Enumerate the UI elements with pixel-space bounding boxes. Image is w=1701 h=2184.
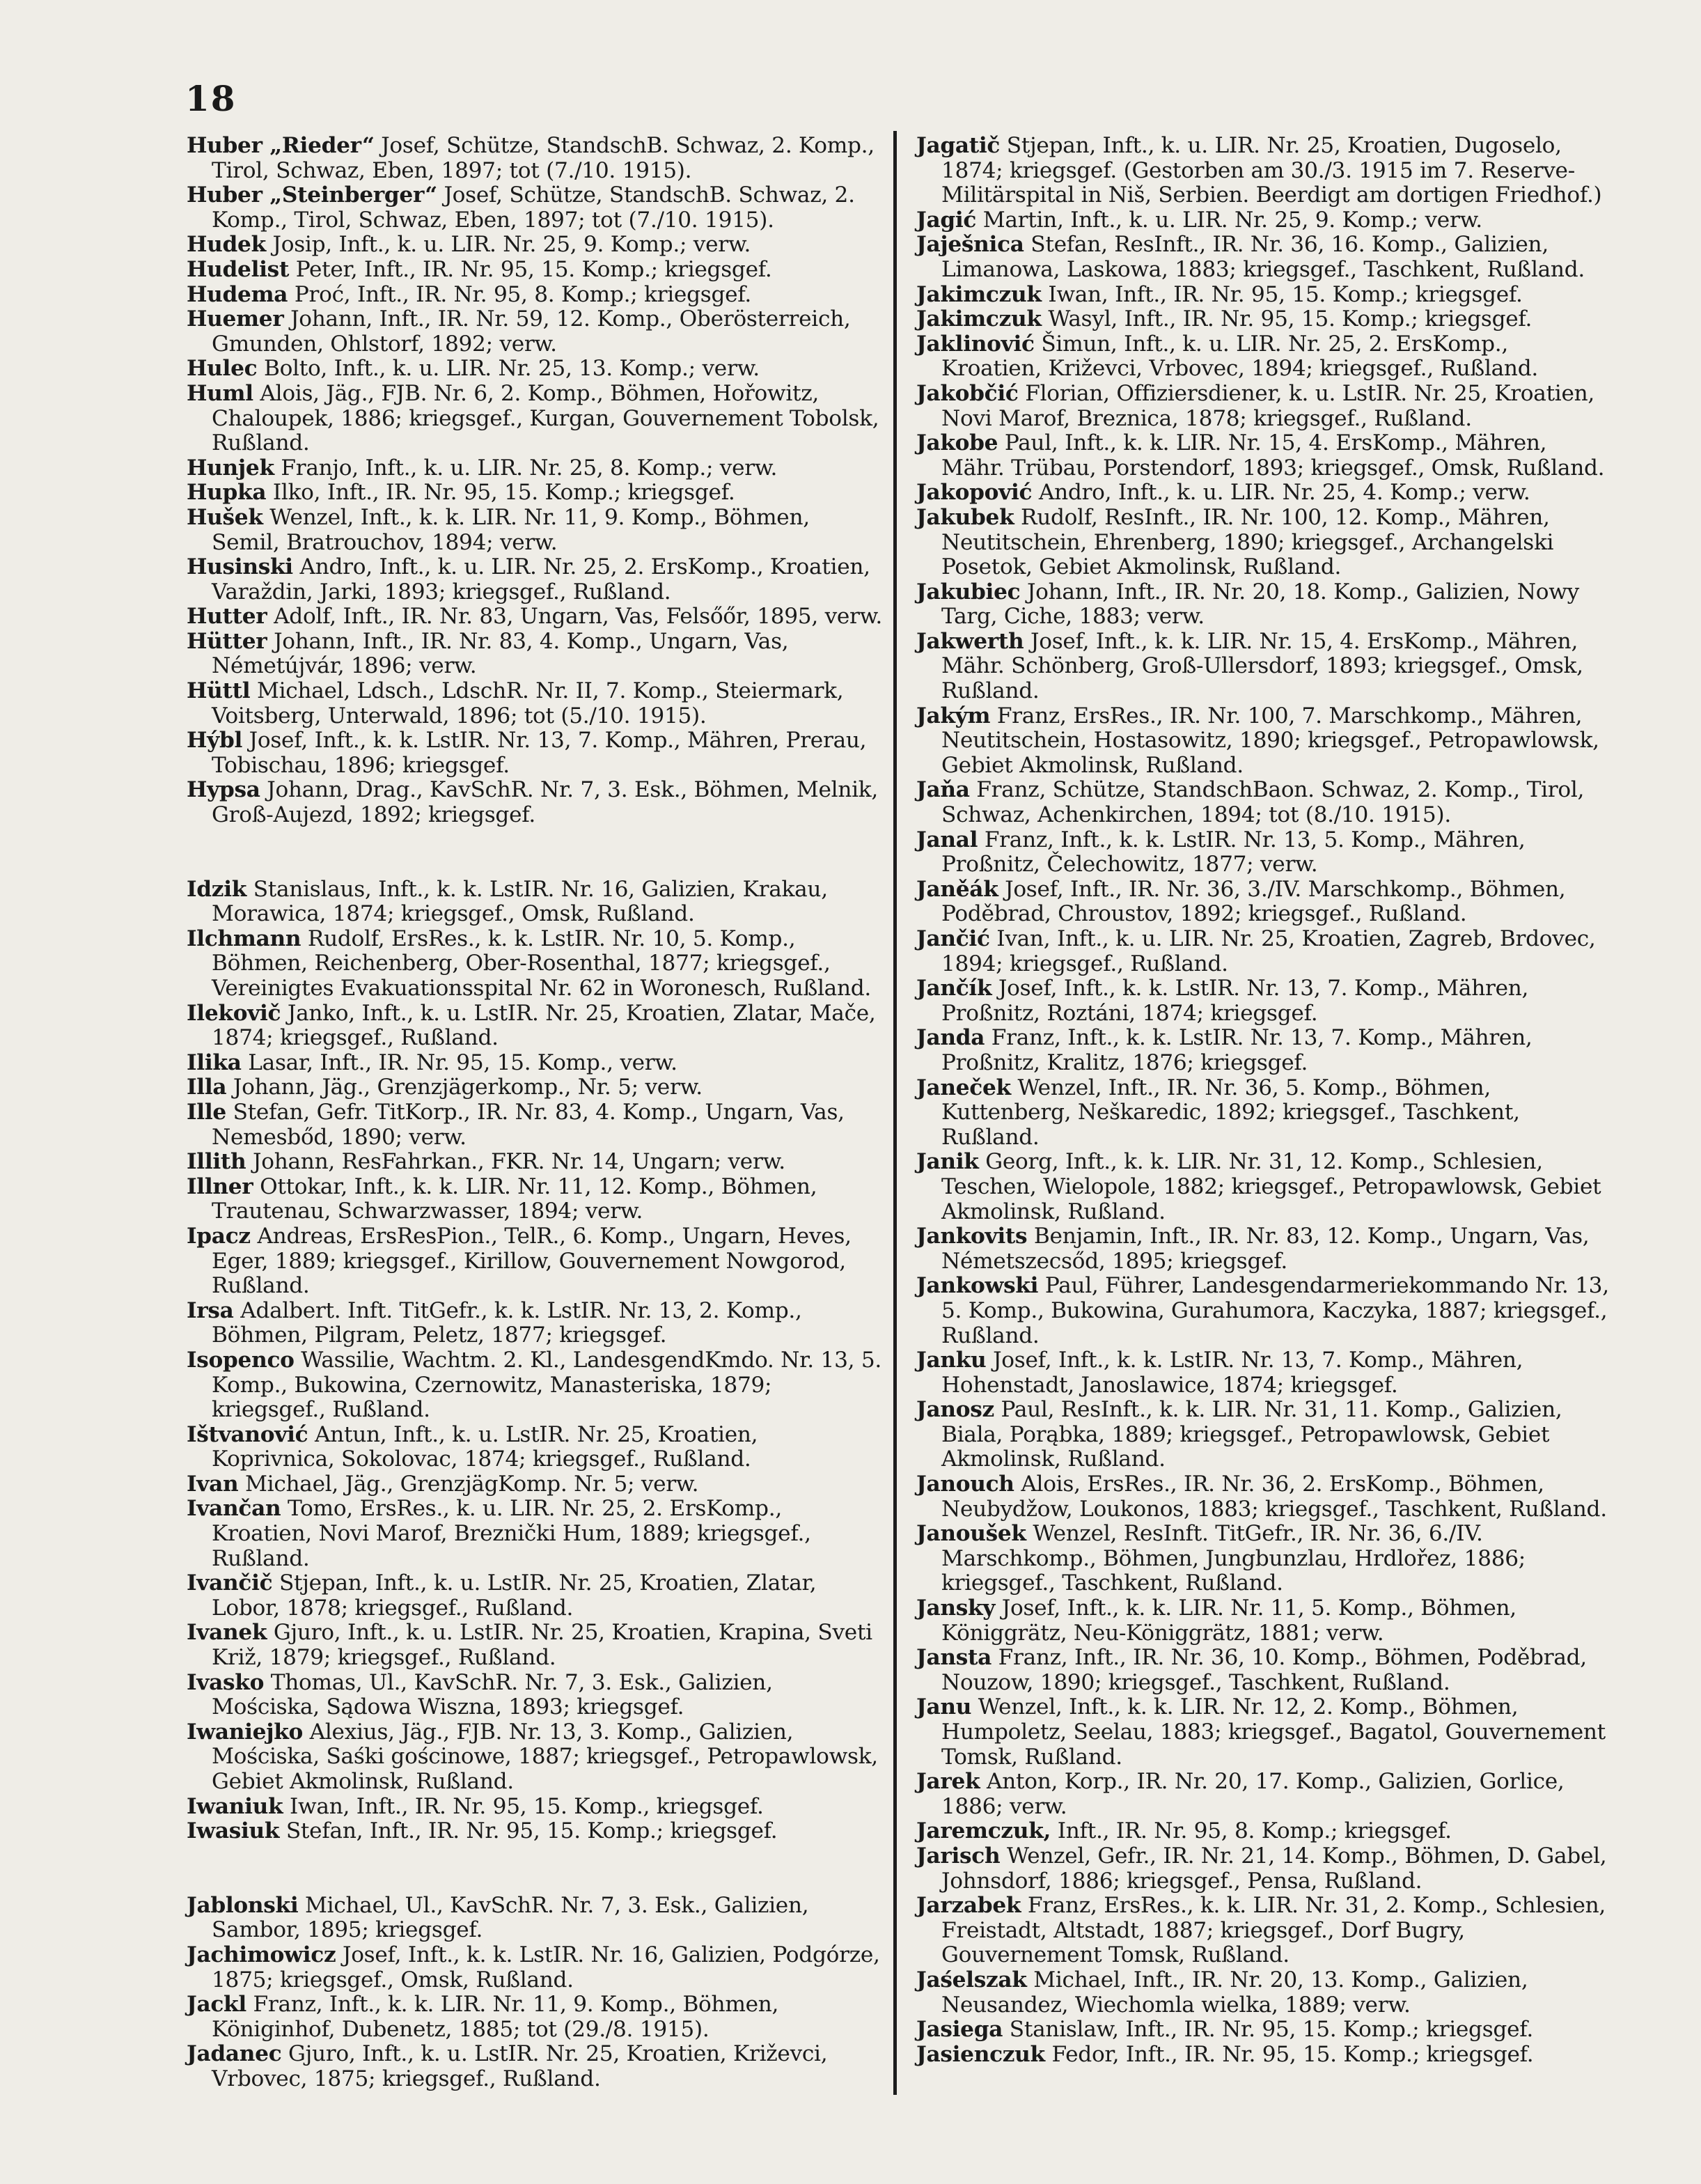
register-entry: [916, 307, 1610, 332]
register-entry: [187, 2042, 883, 2091]
entry-surname: Jančík: [916, 976, 992, 1001]
register-entry: [187, 878, 883, 927]
entry-details: Šimun, Inft., k. u. LIR. Nr. 25, 2. ErsKomp., Kroatien, Križevci, Vrbovec, 1894; kriegsgef., Rußland.: [941, 331, 1538, 382]
entry-details: Josef, Inft., k. k. LstIR. Nr. 13, 7. Komp., Mähren, Hohenstadt, Janoslawice, 1874; kriegsgef.: [941, 1348, 1523, 1398]
entry-surname: Hudema: [187, 281, 288, 307]
entry-surname: Hunjek: [187, 455, 274, 481]
register-entry: [187, 1100, 883, 1150]
entry-surname: Irsa: [187, 1297, 234, 1323]
entry-details: Michael, Ldsch., LdschR. Nr. II, 7. Komp., Steiermark, Voitsberg, Unterwald, 1896; tot (5./10. 1915).: [212, 678, 844, 728]
register-entry: [187, 357, 883, 382]
entry-details: Josef, Inft., k. k. LstIR. Nr. 16, Galizien, Podgórze, 1875; kriegsgef., Omsk, Rußland.: [212, 1942, 880, 1992]
register-entry: [916, 431, 1610, 481]
entry-details: Stjepan, Inft., k. u. LIR. Nr. 25, Kroatien, Dugoselo, 1874; kriegsgef. (Gestorben am 30./3. 1915 im 7. Reserve-Militärspital in Niš, Serbien. Beerdigt am dortigen Friedhof.): [941, 133, 1602, 208]
entry-surname: Ivanek: [187, 1620, 267, 1646]
entry-details: Josef, Schütze, StandschB. Schwaz, 2. Komp., Tirol, Schwaz, Eben, 1897; tot (7./10. 1915).: [212, 182, 855, 233]
register-entry: [916, 1596, 1610, 1646]
entry-details: Paul, Inft., k. k. LIR. Nr. 15, 4. ErsKomp., Mähren, Mähr. Trübau, Porstendorf, 1893; kriegsgef., Omsk, Rußland.: [941, 430, 1605, 481]
register-entry: [916, 828, 1610, 878]
entry-details: Franz, Inft., k. k. LstIR. Nr. 13, 7. Komp., Mähren, Proßnitz, Kralitz, 1876; kriegsgef.: [941, 1025, 1533, 1075]
register-entry: [187, 630, 883, 679]
register-entry: [916, 481, 1610, 506]
entry-surname: Jakimczuk: [916, 306, 1042, 332]
entry-details: Johann, Drag., KavSchR. Nr. 7, 3. Esk., Böhmen, Melnik, Groß-Aujezd, 1892; kriegsgef.: [212, 777, 879, 828]
entry-details: Bolto, Inft., k. u. LIR. Nr. 25, 13. Komp.; verw.: [263, 356, 760, 382]
entry-surname: Janda: [916, 1025, 985, 1051]
register-entry: [916, 1398, 1610, 1472]
register-entry: [916, 2018, 1610, 2043]
register-entry: [187, 1175, 883, 1224]
register-entry: [187, 1051, 883, 1076]
entry-details: Paul, ResInft., k. k. LIR. Nr. 31, 11. Komp., Galizien, Biala, Porąbka, 1889; kriegsgef., Petropawlowsk, Gebiet Akmolinsk, Rußland.: [941, 1397, 1562, 1472]
entry-details: Florian, Offiziersdiener, k. u. LstIR. Nr. 25, Kroatien, Novi Marof, Breznica, 1878; kriegsgef., Rußland.: [941, 380, 1595, 431]
register-entry: [916, 1274, 1610, 1348]
register-entry: [187, 283, 883, 308]
entry-surname: Jaňa: [916, 777, 970, 803]
register-entry: [916, 580, 1610, 630]
entry-details: Lasar, Inft., IR. Nr. 95, 15. Komp., verw.: [248, 1050, 677, 1075]
register-entry: [916, 2043, 1610, 2068]
entry-surname: Jaklinović: [916, 331, 1035, 357]
register-entry: [187, 1472, 883, 1497]
register-entry: [187, 481, 883, 506]
entry-details: Adolf, Inft., IR. Nr. 83, Ungarn, Vas, Felsőőr, 1895, verw.: [274, 604, 882, 630]
entry-surname: Jansky: [916, 1596, 996, 1621]
entry-surname: Janouch: [916, 1472, 1014, 1497]
entry-details: Stanislaw, Inft., IR. Nr. 95, 15. Komp.; kriegsgef.: [1009, 2017, 1533, 2043]
entry-details: Franz, Inft., k. k. LstIR. Nr. 13, 5. Komp., Mähren, Proßnitz, Čelechowitz, 1877; verw.: [941, 827, 1526, 878]
entry-surname: Hüttl: [187, 678, 251, 704]
entry-details: Stefan, Gefr. TitKorp., IR. Nr. 83, 4. Komp., Ungarn, Vas, Nemesbőd, 1890; verw.: [212, 1099, 845, 1150]
register-entry: [916, 878, 1610, 927]
register-entry: [916, 332, 1610, 382]
entry-surname: Huemer: [187, 306, 284, 332]
register-entry: [916, 506, 1610, 580]
entry-surname: Husinski: [187, 554, 293, 580]
entry-details: Wenzel, ResInft. TitGefr., IR. Nr. 36, 6./IV. Marschkomp., Böhmen, Jungbunzlau, Hrdlořez, 1886; kriegsgef., Taschkent, Rußland.: [941, 1521, 1526, 1596]
entry-details: Franz, Inft., k. k. LIR. Nr. 11, 9. Komp., Böhmen, Königinhof, Dubenetz, 1885; tot (29./8. 1915).: [212, 1992, 779, 2042]
register-entry: [187, 1621, 883, 1670]
entry-surname: Jasiega: [916, 2017, 1003, 2043]
register-entry: [187, 1150, 883, 1175]
register-entry: [187, 1992, 883, 2042]
register-entry: [187, 506, 883, 555]
entry-details: Stefan, ResInft., IR. Nr. 36, 16. Komp., Galizien, Limanowa, Laskowa, 1883; kriegsgef., Taschkent, Rußland.: [941, 232, 1585, 282]
register-entry: [187, 1795, 883, 1820]
entry-surname: Jankowski: [916, 1273, 1039, 1299]
register-entry: [916, 630, 1610, 704]
entry-details: Ivan, Inft., k. u. LIR. Nr. 25, Kroatien, Zagreb, Brdovec, 1894; kriegsgef., Rußland.: [941, 926, 1596, 976]
entry-details: Proć, Inft., IR. Nr. 95, 8. Komp.; kriegsgef.: [294, 281, 752, 307]
register-entry: [916, 1472, 1610, 1522]
entry-details: Thomas, Ul., KavSchR. Nr. 7, 3. Esk., Galizien, Mościska, Sądowa Wiszna, 1893; kriegsgef.: [212, 1669, 773, 1720]
register-entry: [916, 134, 1610, 208]
entry-surname: Jakopović: [916, 480, 1033, 506]
entry-details: Adalbert. Inft. TitGefr., k. k. LstIR. Nr. 13, 2. Komp., Böhmen, Pilgram, Peletz, 1877; kriegsgef.: [212, 1297, 802, 1348]
entry-surname: Jančić: [916, 926, 990, 951]
register-entry: [916, 208, 1610, 233]
entry-surname: Hušek: [187, 504, 263, 530]
register-entry: [187, 134, 883, 183]
entry-details: Johann, Jäg., Grenzjägerkomp., Nr. 5; verw.: [233, 1075, 703, 1100]
register-entry: [187, 555, 883, 604]
entry-details: Stanislaus, Inft., k. k. LstIR. Nr. 16, Galizien, Krakau, Morawica, 1874; kriegsgef., Omsk, Rußland.: [212, 876, 828, 927]
entry-details: Johann, Inft., IR. Nr. 20, 18. Komp., Galizien, Nowy Targ, Ciche, 1883; verw.: [941, 579, 1579, 630]
entry-surname: Jakubiec: [916, 579, 1021, 604]
register-entry: [916, 1770, 1610, 1819]
entry-surname: Ištvanović: [187, 1421, 308, 1447]
section-gap: [187, 828, 883, 878]
entry-surname: Hýbl: [187, 728, 243, 754]
entry-surname: Janeček: [916, 1075, 1011, 1100]
register-entry: [187, 778, 883, 827]
entry-surname: Hütter: [187, 628, 267, 654]
register-entry: [187, 1001, 883, 1051]
entry-surname: Jakobe: [916, 430, 998, 456]
entry-surname: Huml: [187, 380, 253, 406]
register-entry: [187, 728, 883, 778]
entry-details: Franz, ErsRes., IR. Nr. 100, 7. Marschkomp., Mähren, Neutitschein, Hostasowitz, 1890; kriegsgef., Petropawlowsk, Gebiet Akmolinsk, Rußland.: [941, 703, 1599, 778]
entry-surname: Jaśelszak: [916, 1967, 1027, 1992]
entry-details: Wenzel, Inft., k. k. LIR. Nr. 11, 9. Komp., Böhmen, Semil, Bratrouchov, 1894; verw.: [212, 504, 810, 555]
entry-details: Franjo, Inft., k. u. LIR. Nr. 25, 8. Komp.; verw.: [281, 455, 778, 481]
register-entry: [187, 258, 883, 283]
entry-details: Franz, Inft., IR. Nr. 36, 10. Komp., Böhmen, Poděbrad, Nouzow, 1890; kriegsgef., Taschkent, Rußland.: [941, 1645, 1587, 1695]
register-entry: [187, 233, 883, 258]
entry-details: Josef, Inft., k. k. LIR. Nr. 15, 4. ErsKomp., Mähren, Mähr. Schönberg, Groß-Ullersdorf, 1893; kriegsgef., Omsk, Rußland.: [941, 628, 1583, 704]
entry-surname: Jagić: [916, 207, 977, 233]
entry-details: Wenzel, Inft., k. k. LIR. Nr. 12, 2. Komp., Böhmen, Humpoletz, Seelau, 1883; kriegsgef., Bagatol, Gouvernement Tomsk, Rußland.: [941, 1694, 1606, 1770]
register-entry: [187, 456, 883, 481]
entry-surname: Jablonski: [187, 1892, 299, 1918]
page-number: 18: [185, 78, 237, 119]
register-entry: [916, 1348, 1610, 1398]
entry-surname: Huber „Steinberger“: [187, 182, 437, 208]
entry-details: Johann, Inft., IR. Nr. 59, 12. Komp., Oberösterreich, Gmunden, Ohlstorf, 1892; verw.: [212, 306, 851, 357]
register-entry: [187, 1819, 883, 1844]
entry-surname: Jakwerth: [916, 628, 1024, 654]
entry-details: Wenzel, Gefr., IR. Nr. 21, 14. Komp., Böhmen, D. Gabel, Johnsdorf, 1886; kriegsgef., Pensa, Rußland.: [941, 1843, 1607, 1894]
register-entry: [916, 1894, 1610, 1968]
entry-surname: Jakým: [916, 703, 991, 728]
entry-details: Josef, Inft., k. k. LstIR. Nr. 13, 7. Komp., Mähren, Proßnitz, Roztáni, 1874; kriegsgef.: [941, 976, 1529, 1026]
entry-details: Johann, ResFahrkan., FKR. Nr. 14, Ungarn; verw.: [253, 1149, 785, 1175]
entry-details: Rudolf, ErsRes., k. k. LstIR. Nr. 10, 5. Komp., Böhmen, Reichenberg, Ober-Rosenthal, 1877; kriegsgef., Vereinigtes Evakuationsspital Nr. 62 in Woronesch, Rußland.: [212, 926, 872, 1001]
entry-details: Inft., IR. Nr. 95, 8. Komp.; kriegsgef.: [1057, 1818, 1452, 1844]
register-entry: [916, 927, 1610, 976]
entry-details: Antun, Inft., k. u. LstIR. Nr. 25, Kroatien, Koprivnica, Sokolovac, 1874; kriegsgef., Rußland.: [212, 1421, 758, 1472]
entry-surname: Jaremczuk,: [916, 1818, 1051, 1844]
entry-details: Stjepan, Inft., k. u. LstIR. Nr. 25, Kroatien, Zlatar, Lobor, 1878; kriegsgef., Rußland.: [212, 1570, 817, 1621]
register-entry: [187, 1348, 883, 1423]
entry-surname: Iwaniuk: [187, 1793, 283, 1819]
entry-details: Benjamin, Inft., IR. Nr. 83, 12. Komp., Ungarn, Vas, Németszecsőd, 1895; kriegsgef.: [941, 1224, 1590, 1274]
register-entry: [187, 183, 883, 233]
entry-details: Josef, Schütze, StandschB. Schwaz, 2. Komp., Tirol, Schwaz, Eben, 1897; tot (7./10. 1915).: [212, 133, 875, 183]
entry-details: Ottokar, Inft., k. k. LIR. Nr. 11, 12. Komp., Böhmen, Trautenau, Schwarzwasser, 1894; verw.: [212, 1173, 817, 1224]
entry-details: Michael, Inft., IR. Nr. 20, 13. Komp., Galizien, Neusandez, Wiechomla wielka, 1889; verw.: [941, 1967, 1528, 2018]
section-gap: [187, 1844, 883, 1894]
entry-details: Fedor, Inft., IR. Nr. 95, 15. Komp.; kriegsgef.: [1051, 2041, 1534, 2067]
entry-surname: Hupka: [187, 480, 267, 506]
entry-surname: Jakubek: [916, 504, 1014, 530]
register-entry: [187, 679, 883, 728]
register-entry: [916, 283, 1610, 308]
entry-details: Gjuro, Inft., k. u. LstIR. Nr. 25, Kroatien, Križevci, Vrbovec, 1875; kriegsgef., Rußland.: [212, 2041, 828, 2091]
entry-surname: Ilika: [187, 1050, 242, 1075]
entry-details: Michael, Jäg., GrenzjägKomp. Nr. 5; verw.: [245, 1471, 699, 1497]
register-entry: [916, 1150, 1610, 1224]
right-column: [916, 134, 1610, 2067]
register-entry: [916, 704, 1610, 779]
register-entry: [916, 382, 1610, 431]
register-entry: [187, 604, 883, 630]
entry-details: Johann, Inft., IR. Nr. 83, 4. Komp., Ungarn, Vas, Németújvár, 1896; verw.: [212, 628, 789, 679]
entry-surname: Hutter: [187, 604, 267, 630]
entry-details: Josef, Inft., k. k. LstIR. Nr. 13, 7. Komp., Mähren, Prerau, Tobischau, 1896; kriegsgef.: [212, 728, 867, 778]
entry-details: Andreas, ErsResPion., TelR., 6. Komp., Ungarn, Heves, Eger, 1889; kriegsgef., Kirillow, Gouvernement Nowgorod, Rußland.: [212, 1223, 852, 1299]
entry-details: Rudolf, ResInft., IR. Nr. 100, 12. Komp., Mähren, Neutitschein, Ehrenberg, 1890; kriegsgef., Archangelski Posetok, Gebiet Akmolinsk, Rußland.: [941, 504, 1554, 580]
entry-surname: Janu: [916, 1694, 972, 1720]
entry-details: Wassilie, Wachtm. 2. Kl., LandesgendKmdo. Nr. 13, 5. Komp., Bukowina, Czernowitz, Manasteriska, 1879; kriegsgef., Rußland.: [212, 1347, 882, 1423]
entry-surname: Iwaniejko: [187, 1719, 304, 1745]
entry-details: Anton, Korp., IR. Nr. 20, 17. Komp., Galizien, Gorlice, 1886; verw.: [941, 1769, 1565, 1819]
entry-surname: Jackl: [187, 1992, 246, 2018]
entry-surname: Jakobčić: [916, 380, 1019, 406]
register-entry: [916, 1695, 1610, 1770]
entry-details: Martin, Inft., k. u. LIR. Nr. 25, 9. Komp.; verw.: [982, 207, 1482, 233]
entry-surname: Jarek: [916, 1769, 980, 1795]
register-entry: [187, 1943, 883, 1992]
register-entry: [916, 1646, 1610, 1695]
register-entry: [187, 1224, 883, 1299]
entry-details: Peter, Inft., IR. Nr. 95, 15. Komp.; kriegsgef.: [295, 256, 772, 282]
entry-details: Alois, Jäg., FJB. Nr. 6, 2. Komp., Böhmen, Hořowitz, Chaloupek, 1886; kriegsgef., Kurgan, Gouvernement Tobolsk, Rußland.: [212, 380, 879, 456]
entry-surname: Ipacz: [187, 1223, 251, 1249]
entry-surname: Janku: [916, 1348, 987, 1373]
entry-surname: Janěák: [916, 876, 998, 902]
register-entry: [187, 382, 883, 456]
register-entry: [916, 1224, 1610, 1274]
register-entry: [916, 1026, 1610, 1075]
entry-surname: Janoušek: [916, 1521, 1026, 1547]
entry-details: Franz, Schütze, StandschBaon. Schwaz, 2. Komp., Tirol, Schwaz, Achenkirchen, 1894; tot (8./10. 1915).: [941, 777, 1585, 828]
entry-details: Stefan, Inft., IR. Nr. 95, 15. Komp.; kriegsgef.: [285, 1818, 778, 1844]
entry-surname: Ivančič: [187, 1570, 273, 1596]
entry-surname: Illith: [187, 1149, 246, 1175]
register-entry: [187, 1671, 883, 1720]
entry-surname: Hypsa: [187, 777, 260, 803]
register-entry: [916, 1076, 1610, 1150]
entry-details: Michael, Ul., KavSchR. Nr. 7, 3. Esk., Galizien, Sambor, 1895; kriegsgef.: [212, 1892, 809, 1943]
register-entry: [187, 1423, 883, 1472]
register-entry: [187, 1497, 883, 1571]
entry-surname: Isopenco: [187, 1347, 295, 1373]
entry-details: Tomo, ErsRes., k. u. LIR. Nr. 25, 2. ErsKomp., Kroatien, Novi Marof, Breznički Hum, 1889; kriegsgef., Rußland.: [212, 1496, 811, 1571]
entry-surname: Jarzabek: [916, 1893, 1021, 1919]
entry-surname: Ivančan: [187, 1496, 281, 1522]
register-entry: [187, 1894, 883, 1943]
entry-surname: Illa: [187, 1075, 227, 1100]
entry-surname: Ilekovič: [187, 1000, 281, 1026]
entry-details: Franz, ErsRes., k. k. LIR. Nr. 31, 2. Komp., Schlesien, Freistadt, Altstadt, 1887; kriegsgef., Dorf Bugry, Gouvernement Tomsk, Rußland.: [941, 1893, 1606, 1968]
entry-surname: Ilchmann: [187, 926, 301, 951]
entry-details: Josip, Inft., k. u. LIR. Nr. 25, 9. Komp.; verw.: [272, 232, 751, 258]
register-entry: [187, 927, 883, 1001]
entry-details: Wenzel, Inft., IR. Nr. 36, 5. Komp., Böhmen, Kuttenberg, Neškaredic, 1892; kriegsgef., Taschkent, Rußland.: [941, 1075, 1520, 1150]
entry-details: Josef, Inft., k. k. LIR. Nr. 11, 5. Komp., Böhmen, Königgrätz, Neu-Königgrätz, 1881; verw.: [941, 1596, 1516, 1646]
entry-surname: Iwasiuk: [187, 1818, 280, 1844]
entry-surname: Jarisch: [916, 1843, 1001, 1869]
entry-details: Josef, Inft., IR. Nr. 36, 3./IV. Marschkomp., Böhmen, Poděbrad, Chroustov, 1892; kriegsgef., Rußland.: [941, 876, 1566, 927]
entry-surname: Jasienczuk: [916, 2041, 1045, 2067]
register-entry: [916, 1968, 1610, 2018]
register-entry: [916, 1522, 1610, 1596]
register-entry: [916, 233, 1610, 282]
entry-surname: Jachimowicz: [187, 1942, 336, 1967]
column-divider: [893, 131, 897, 2095]
register-entry: [916, 778, 1610, 827]
entry-details: Alexius, Jäg., FJB. Nr. 13, 3. Komp., Galizien, Mościska, Saśki gościnowe, 1887; kriegsgef., Petropawlowsk, Gebiet Akmolinsk, Rußland.: [212, 1719, 878, 1794]
register-entry: [187, 1571, 883, 1621]
entry-surname: Idzik: [187, 876, 247, 902]
entry-details: Andro, Inft., k. u. LIR. Nr. 25, 4. Komp.; verw.: [1038, 480, 1530, 506]
entry-surname: Janik: [916, 1149, 979, 1175]
entry-details: Alois, ErsRes., IR. Nr. 36, 2. ErsKomp., Böhmen, Neubydžow, Loukonos, 1883; kriegsgef., Taschkent, Rußland.: [941, 1472, 1607, 1522]
entry-surname: Hudek: [187, 232, 266, 258]
entry-surname: Janosz: [916, 1397, 994, 1423]
left-column: [187, 134, 883, 2092]
entry-details: Ilko, Inft., IR. Nr. 95, 15. Komp.; kriegsgef.: [272, 480, 735, 506]
entry-surname: Ivan: [187, 1471, 239, 1497]
entry-surname: Hulec: [187, 356, 258, 382]
register-entry: [916, 1819, 1610, 1844]
entry-surname: Jadanec: [187, 2041, 282, 2067]
register-entry: [916, 976, 1610, 1026]
entry-details: Andro, Inft., k. u. LIR. Nr. 25, 2. ErsKomp., Kroatien, Varaždin, Jarki, 1893; kriegsgef., Rußland.: [212, 554, 870, 604]
entry-surname: Hudelist: [187, 256, 290, 282]
entry-surname: Jankovits: [916, 1224, 1028, 1249]
entry-surname: Jakimczuk: [916, 281, 1042, 307]
entry-surname: Jagatič: [916, 133, 1001, 158]
entry-details: Wasyl, Inft., IR. Nr. 95, 15. Komp.; kriegsgef.: [1048, 306, 1533, 332]
entry-details: Paul, Führer, Landesgendarmeriekommando Nr. 13, 5. Komp., Bukowina, Gurahumora, Kaczyka, 1887; kriegsgef., Rußland.: [941, 1273, 1609, 1348]
register-entry: [187, 1075, 883, 1100]
entry-details: Iwan, Inft., IR. Nr. 95, 15. Komp.; kriegsgef.: [1048, 281, 1523, 307]
entry-surname: Janal: [916, 827, 978, 852]
entry-surname: Jaješnica: [916, 232, 1024, 258]
register-entry: [187, 1720, 883, 1795]
register-entry: [187, 1299, 883, 1348]
entry-details: Gjuro, Inft., k. u. LstIR. Nr. 25, Kroatien, Krapina, Sveti Križ, 1879; kriegsgef., Rußland.: [212, 1620, 872, 1671]
entry-surname: Illner: [187, 1173, 253, 1199]
entry-details: Iwan, Inft., IR. Nr. 95, 15. Komp., kriegsgef.: [289, 1793, 764, 1819]
entry-surname: Jansta: [916, 1645, 992, 1671]
entry-surname: Huber „Rieder“: [187, 133, 375, 158]
register-entry: [187, 307, 883, 357]
register-entry: [916, 1844, 1610, 1894]
entry-surname: Ivasko: [187, 1669, 265, 1695]
entry-details: Janko, Inft., k. u. LstIR. Nr. 25, Kroatien, Zlatar, Mače, 1874; kriegsgef., Rußland.: [212, 1000, 876, 1051]
entry-details: Georg, Inft., k. k. LIR. Nr. 31, 12. Komp., Schlesien, Teschen, Wielopole, 1882; kriegsgef., Petropawlowsk, Gebiet Akmolinsk, Rußland.: [941, 1149, 1601, 1224]
entry-surname: Ille: [187, 1099, 226, 1125]
